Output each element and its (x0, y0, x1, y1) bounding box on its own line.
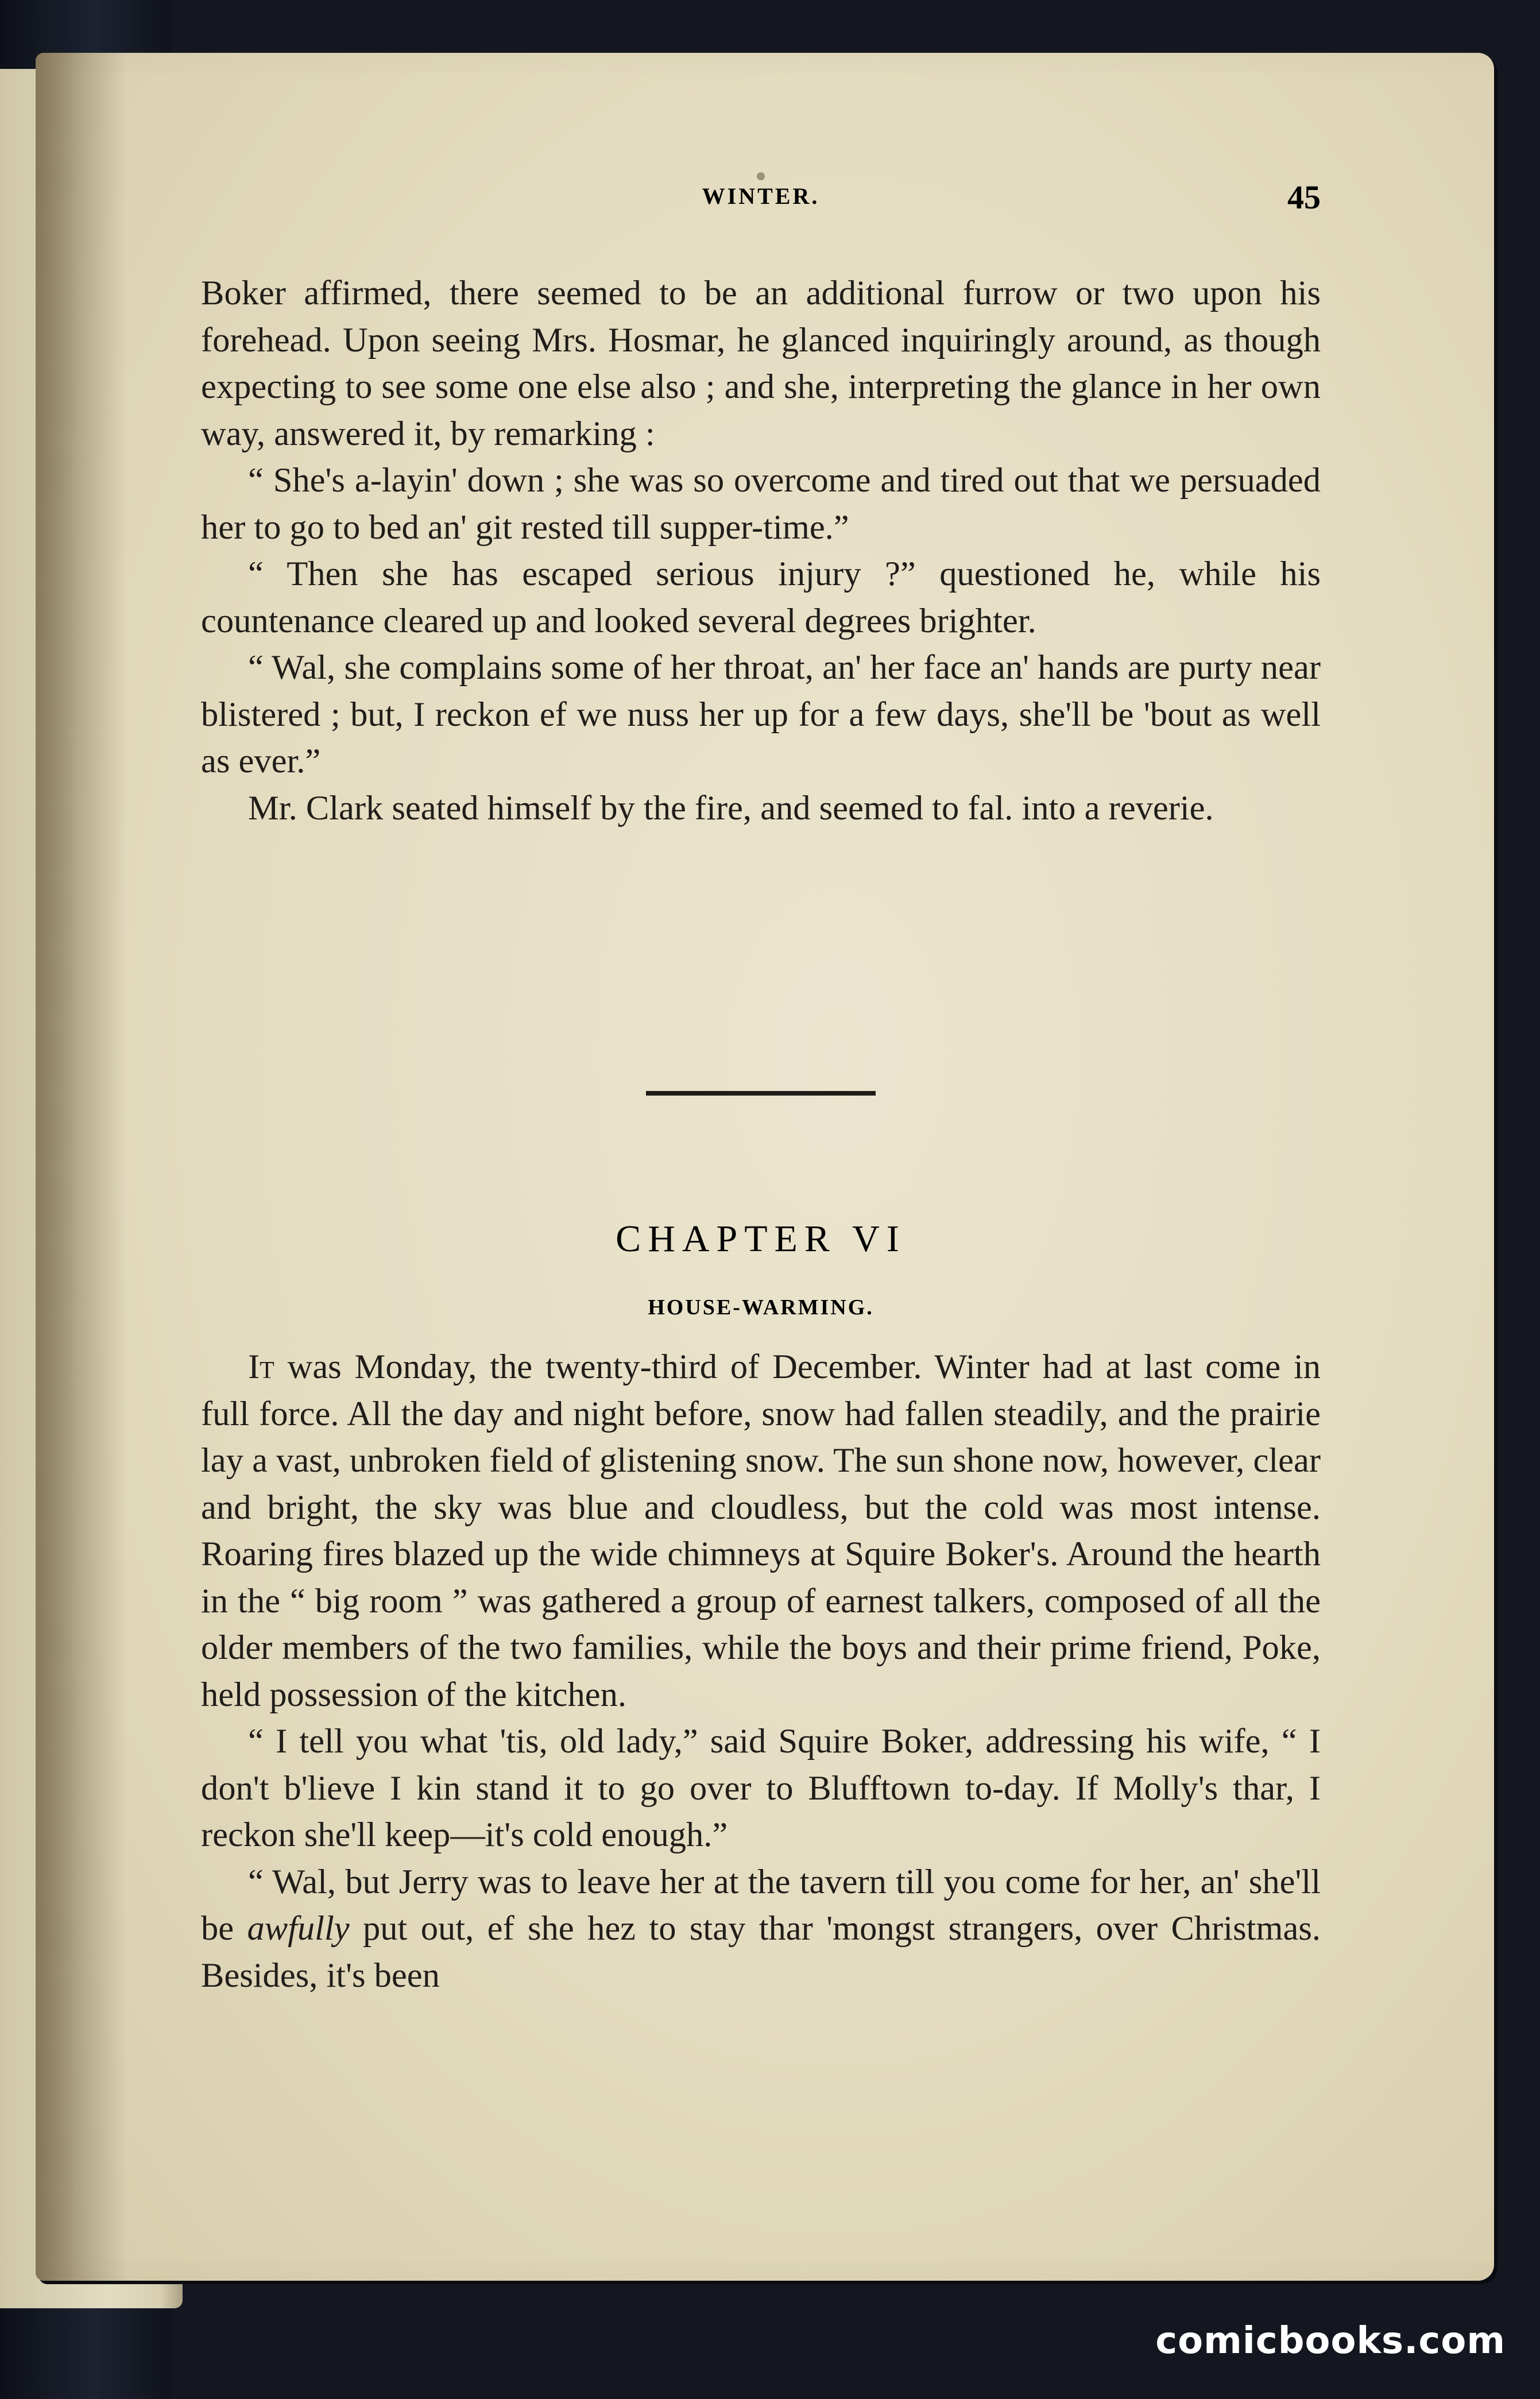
drop-word: It (248, 1348, 274, 1386)
chapter-title: CHAPTER VI (616, 1218, 906, 1260)
paragraph: Mr. Clark seated himself by the fire, and seemed to fal. into a reverie. (248, 788, 1214, 827)
paragraph: “ Then she has escaped serious injury ?” questioned he, while his countenance cleared up and looked several degrees brighter. (201, 555, 1321, 640)
paragraph (201, 1344, 1321, 1718)
running-head (201, 179, 1321, 229)
paragraph: “ Wal, she complains some of her throat, an' her face an' hands are purty near blistered ; but, I reckon ef we nuss her up for a few days, she'll be 'bout as well as ever.” (201, 648, 1321, 780)
paragraph: “ I tell you what 'tis, old lady,” said Squire Boker, addressing his wife, “ I don't b'lieve I kin stand it to go over to Blufftown to-day. If Molly's thar, I reckon she'll keep—it's cold enough.” (201, 1722, 1321, 1854)
site-watermark: comicbooks.com (1155, 2320, 1506, 2362)
gutter-shadow (36, 53, 127, 2281)
paragraph: “ She's a-layin' down ; she was so overcome and tired out that we persuaded her to go to bed an' git rested till supper-time.” (201, 461, 1321, 547)
divider-rule (646, 1091, 876, 1096)
continued-text (201, 270, 1321, 831)
page-number: 45 (1287, 179, 1321, 216)
paragraph (201, 1859, 1321, 1999)
paragraph-body: “ Wal, but Jerry was to leave her at the tavern till you come for her, an' she'll be (201, 1862, 1321, 1948)
paragraph-body: put out, ef she hez to stay thar 'mongst strangers, over Christmas. Besides, it's been (201, 1909, 1321, 1995)
emphasis: awfully (247, 1909, 350, 1948)
chapter-subtitle: HOUSE-WARMING. (648, 1295, 874, 1320)
section-divider (201, 1091, 1321, 1097)
running-title: WINTER. (702, 183, 820, 209)
paragraph: Boker affirmed, there seemed to be an additional furrow or two upon his forehead. Upon seeing Mrs. Hosmar, he glanced inquiringly around, as though expecting to see some one else also ; and she, interpreting the glance in her own way, answered it, by remarking : (201, 274, 1321, 453)
chapter-text (201, 1344, 1321, 1999)
paragraph-body: was Monday, the twenty-third of December. Winter had at last come in full force. All the day and night before, snow had fallen steadily, and the prairie lay a vast, unbroken field of glistening snow. The sun shone now, however, clear and bright, the sky was blue and cloudless, but the cold was most intense. Roaring fires blazed up the wide chimneys at Squire Boker's. Around the hearth in the “ big room ” was gathered a group of earnest talkers, composed of all the older members of the two families, while the boys and their prime friend, Poke, held possession of the kitchen. (201, 1348, 1321, 1714)
page-speck (757, 172, 765, 180)
